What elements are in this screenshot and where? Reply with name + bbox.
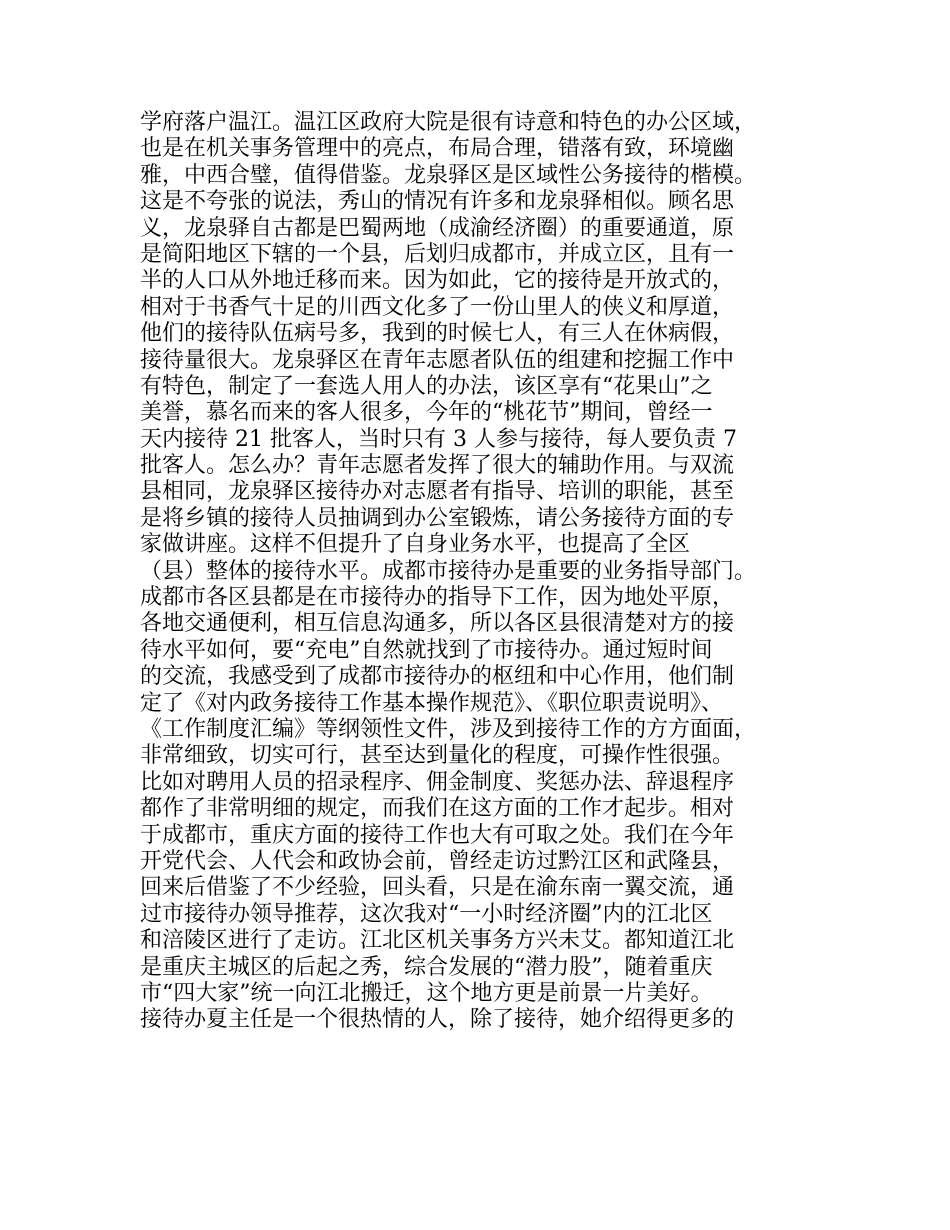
text-line: 半的人口从外地迁移而来。因为如此，它的接待是开放式的，: [140, 268, 735, 294]
text-line: 雅，中西合璧，值得借鉴。龙泉驿区是区域性公务接待的楷模。: [140, 162, 757, 188]
text-line: 定了《对内政务接待工作基本操作规范》、《职位职责说明》、: [140, 690, 724, 716]
text-line: 天内接待 21 批客人，当时只有 3 人参与接待，每人要负责 7: [140, 426, 737, 452]
body-text: [140, 110, 860, 1034]
text-line: 回来后借鉴了不少经验，回头看，只是在渝东南一翼交流，通: [140, 875, 735, 901]
text-line: 待水平如何，要“充电”自然就找到了市接待办。通过短时间: [140, 637, 713, 663]
text-line: 这是不夸张的说法，秀山的情况有许多和龙泉驿相似。顾名思: [140, 189, 735, 215]
text-line: 《工作制度汇编》等纲领性文件，涉及到接待工作的方方面面，: [140, 716, 757, 742]
text-line: 是简阳地区下辖的一个县，后划归成都市，并成立区，且有一: [140, 241, 735, 267]
text-line: 成都市各区县都是在市接待办的指导下工作，因为地处平原，: [140, 585, 735, 611]
text-line: 批客人。怎么办？青年志愿者发挥了很大的辅助作用。与双流: [140, 453, 735, 479]
text-line: 县相同，龙泉驿区接待办对志愿者有指导、培训的职能，甚至: [140, 479, 735, 505]
text-line: 学府落户温江。温江区政府大院是很有诗意和特色的办公区域，: [140, 110, 757, 135]
text-line: 开党代会、人代会和政协会前，曾经走访过黔江区和武隆县，: [140, 848, 735, 874]
text-line: 和涪陵区进行了走访。江北区机关事务方兴未艾。都知道江北: [140, 928, 735, 954]
text-line: 都作了非常明细的规定，而我们在这方面的工作才起步。相对: [140, 796, 735, 822]
text-line: 各地交通便利，相互信息沟通多，所以各区县很清楚对方的接: [140, 611, 735, 637]
text-line: 他们的接待队伍病号多，我到的时候七人，有三人在休病假，: [140, 321, 735, 347]
text-line: （县）整体的接待水平。成都市接待办是重要的业务指导部门。: [140, 558, 757, 584]
text-line: 家做讲座。这样不但提升了自身业务水平，也提高了全区: [140, 532, 691, 558]
text-line: 义，龙泉驿自古都是巴蜀两地（成渝经济圈）的重要通道，原: [140, 215, 735, 241]
text-line: 市“四大家”统一向江北搬迁，这个地方更是前景一片美好。: [140, 980, 713, 1006]
text-line: 于成都市，重庆方面的接待工作也大有可取之处。我们在今年: [140, 822, 735, 848]
text-line: 非常细致，切实可行，甚至达到量化的程度，可操作性很强。: [140, 743, 735, 769]
text-line: 相对于书香气十足的川西文化多了一份山里人的侠义和厚道，: [140, 294, 735, 320]
text-line: 美誉，慕名而来的客人很多，今年的“桃花节”期间，曾经一: [140, 400, 713, 426]
text-line: 的交流，我感受到了成都市接待办的枢纽和中心作用，他们制: [140, 664, 735, 690]
text-line: 有特色，制定了一套选人用人的办法，该区享有“花果山”之: [140, 373, 713, 399]
text-line: 也是在机关事务管理中的亮点，布局合理，错落有致，环境幽: [140, 136, 735, 162]
text-line: 比如对聘用人员的招录程序、佣金制度、奖惩办法、辞退程序: [140, 769, 735, 795]
text-line: 过市接待办领导推荐，这次我对“一小时经济圈”内的江北区: [140, 901, 713, 927]
text-line: 是重庆主城区的后起之秀，综合发展的“潜力股”，随着重庆: [140, 954, 713, 980]
text-line: 接待量很大。龙泉驿区在青年志愿者队伍的组建和挖掘工作中: [140, 347, 735, 373]
text-line: 是将乡镇的接待人员抽调到办公室锻炼，请公务接待方面的专: [140, 505, 735, 531]
text-line: 接待办夏主任是一个很热情的人，除了接待，她介绍得更多的: [140, 1007, 735, 1033]
